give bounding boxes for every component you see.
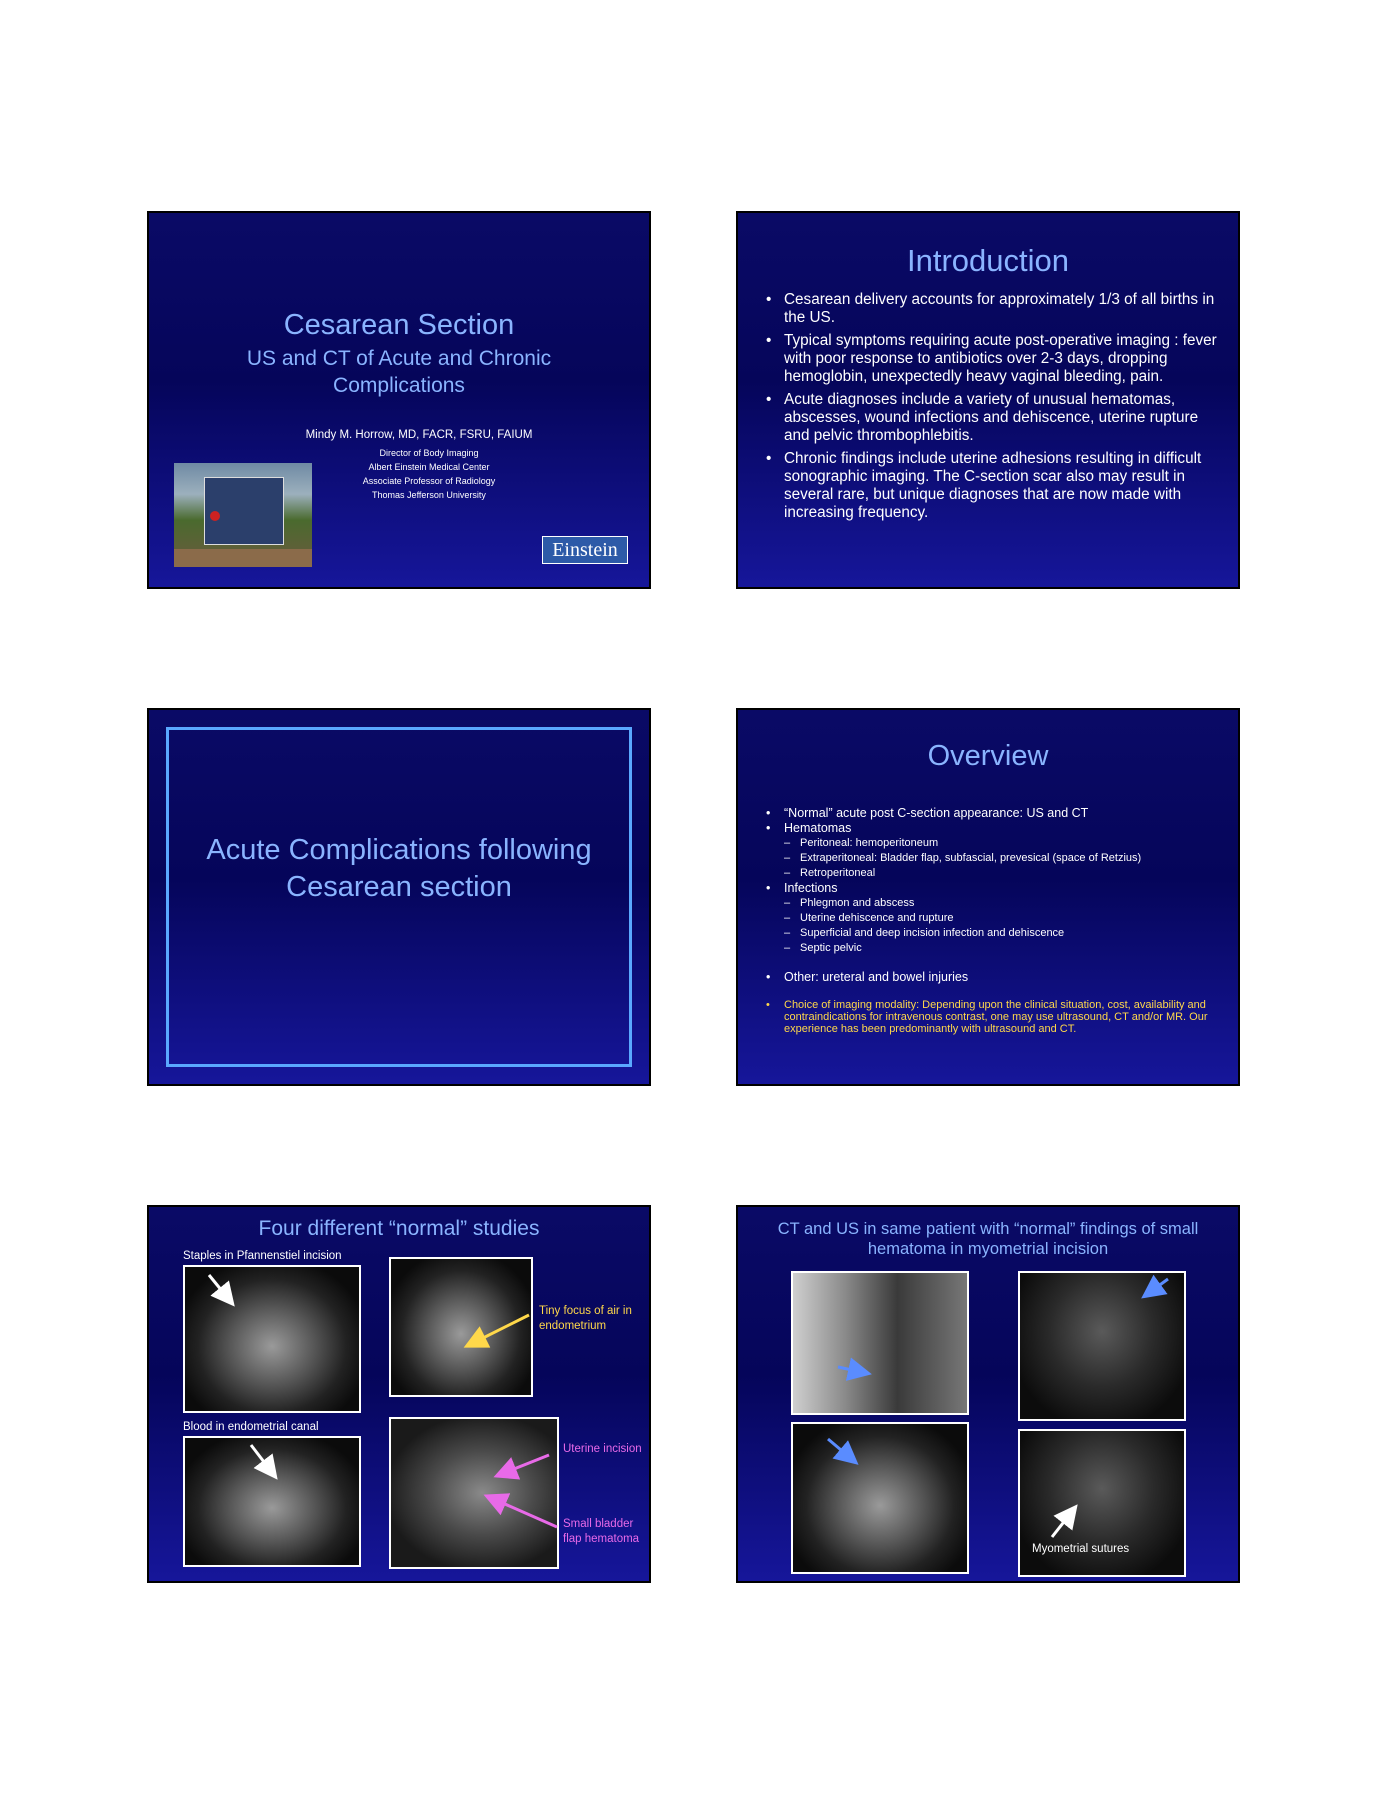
sub-list-item: – Peritoneal: hemoperitoneum — [784, 836, 1224, 851]
list-item: • Chronic findings include uterine adhesions resulting in difficult sonographic imaging. The C-section scar also may result in several rare, but unique diagnoses that are now made with increasing frequency. — [764, 450, 1220, 522]
caption-incision: Uterine incision — [563, 1443, 642, 1455]
einstein-logo: Einstein — [542, 536, 628, 564]
arrow-sutures — [1052, 1509, 1074, 1537]
slide-title — [147, 211, 651, 589]
slide-normal-studies — [147, 1205, 651, 1583]
list-item: • Acute diagnoses include a variety of unusual hematomas, abscesses, wound infections and dehiscence, uterine rupture and pelvic thrombophlebitis. — [764, 391, 1220, 445]
arrow-staples — [209, 1275, 231, 1302]
arrow-hematoma — [489, 1497, 557, 1527]
sub-list-item: – Uterine dehiscence and rupture — [784, 911, 1224, 926]
slide-acute-complications — [147, 708, 651, 1086]
list-item: • “Normal” acute post C-section appearance: US and CT — [764, 806, 1224, 821]
caption-blood: Blood in endometrial canal — [183, 1421, 319, 1433]
list-item: • Other: ureteral and bowel injuries — [764, 970, 1224, 985]
slide-ct-us-same-patient — [736, 1205, 1240, 1583]
slide-introduction — [736, 211, 1240, 589]
list-item: • Cesarean delivery accounts for approximately 1/3 of all births in the US. — [764, 291, 1220, 327]
slide-title-subtitle: US and CT of Acute and Chronic Complications — [246, 347, 552, 397]
arrow-ct-axial — [828, 1439, 854, 1461]
sub-list-item: – Phlegmon and abscess — [784, 896, 1224, 911]
slide-overview — [736, 708, 1240, 1086]
ct-us-title: CT and US in same patient with “normal” findings of small hematoma in myometrial incision — [777, 1220, 1199, 1258]
arrow-us — [1146, 1279, 1168, 1295]
sub-list-item: – Septic pelvic — [784, 941, 1224, 956]
annotation-arrows — [738, 1207, 1240, 1583]
caption-staples: Staples in Pfannenstiel incision — [183, 1250, 342, 1262]
sub-list-item: – Superficial and deep incision infection and dehiscence — [784, 926, 1224, 941]
caption-air: Tiny focus of air in endometrium — [539, 1305, 632, 1332]
arrow-air — [469, 1315, 529, 1345]
caption-hematoma: Small bladder flap hematoma — [563, 1518, 640, 1545]
overview-title: Overview — [927, 740, 1049, 772]
list-item: • Typical symptoms requiring acute post-operative imaging : fever with poor response to antibiotics over 2-3 days, dropping hemoglobin, unexpectedly heavy vaginal bleeding, pain. — [764, 332, 1220, 386]
slide-title-heading: Cesarean Section — [283, 309, 515, 341]
list-item: • Hematomas – Peritoneal: hemoperitoneum – Extraperitoneal: Bladder flap, subfascial, prevesical (space of Retzius) – Retroperitoneal — [764, 821, 1224, 881]
normal-studies-title: Four different “normal” studies — [258, 1217, 540, 1240]
sub-list-item: – Extraperitoneal: Bladder flap, subfascial, prevesical (space of Retzius) — [784, 851, 1224, 866]
hospital-sign-photo — [174, 463, 312, 567]
annotation-arrows — [149, 1207, 651, 1583]
arrow-blood — [251, 1445, 274, 1475]
introduction-title: Introduction — [907, 243, 1069, 278]
overview-bullets — [764, 806, 1224, 1035]
list-item-highlight: • Choice of imaging modality: Depending upon the clinical situation, cost, availability and contraindications for intravenous contrast, one may use ultrasound, CT and/or MR. Our experience has been predominantly with ultrasound and CT. — [764, 999, 1224, 1035]
section-title: Acute Complications following Cesarean section — [206, 834, 592, 903]
caption-sutures: Myometrial sutures — [1032, 1543, 1130, 1555]
list-item: • Infections – Phlegmon and abscess – Uterine dehiscence and rupture – Superficial and deep incision infection and dehiscence – Septic pelvic — [764, 881, 1224, 956]
introduction-bullets — [764, 291, 1220, 522]
author-affiliations: Director of Body Imaging Albert Einstein Medical Center Associate Professor of Radiology Thomas Jefferson University — [362, 448, 496, 500]
arrow-incision — [499, 1455, 549, 1475]
sub-list-item: – Retroperitoneal — [784, 866, 1224, 881]
arrow-ct-sagittal — [838, 1367, 866, 1373]
author-name: Mindy M. Horrow, MD, FACR, FSRU, FAIUM — [305, 429, 533, 441]
